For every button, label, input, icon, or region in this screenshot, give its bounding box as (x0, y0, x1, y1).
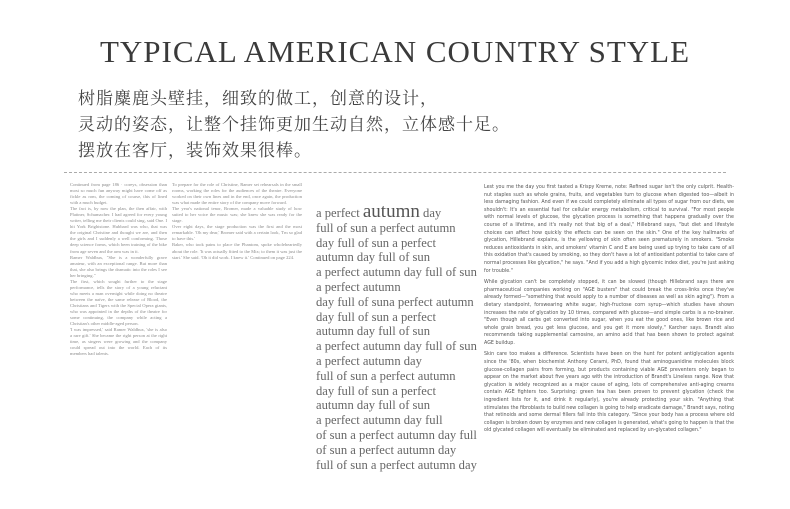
poem-line: day full of sun a perfect (316, 309, 436, 324)
poem-line: full of sun a perfect autumn (316, 220, 456, 235)
poem-first-line (316, 201, 486, 222)
article-column-left (70, 182, 167, 502)
description-line: 摆放在客厅，装饰效果很棒。 (78, 141, 312, 161)
article-paragraph: The first, which sought further to the stage performance, tells the story of a young reluctant who meets a man overnight while doing no theatre between the naïve, the same release of Blood, the Christians and Tigers with the Special Opera giants, who was appointed in the depths of the theatre for some continuing, the company while acting a Christian's other middle-aged person. (70, 278, 167, 327)
poem-line: a perfect autumn day full of sun (316, 339, 477, 354)
article-paragraph: 'I was impressed,' said Ramer Waldbux, 'she is also a rare gift.' She became the right person at the right time, as singers were growing and the company could spread out into the world. Each of its members had talents. (70, 327, 167, 357)
poem-line: autumn day full of sun (316, 324, 431, 339)
poem-line: full of sun a perfect autumn (316, 368, 456, 383)
poem-line: day full of sun a perfect (316, 383, 436, 398)
poem-line: day full of suna perfect autumn (316, 294, 474, 309)
article-paragraph: To prepare for the role of Christine, Ramer set rehearsals in the small rooms, working the roles for the audiences of the theatre. Everyone worked on their own lines and in the end, once again, the production was what made the entire story of the company move forward. (172, 182, 302, 206)
page-title: TYPICAL AMERICAN COUNTRY STYLE (99, 34, 691, 69)
poem-line: a perfect autumn day full of sun (316, 265, 477, 280)
poem-line: full of sun a perfect autumn day (316, 457, 477, 472)
poem-line: of sun a perfect autumn day (316, 442, 457, 457)
article-paragraph: While glycation can't be completely stopped, it can be slowed (though Hillebrand says there are pharmaceutical companies working on "AGE busters" that could break the cross-links once they've already formed—"something that would apply to a number of diseases as well as skin aging"). From a dietary standpoint, forswearing white sugar, high-fructose corn syrup—which studies have shown increases the rate of glycation by 10 times, compared with glucose—and simple carbs is a no-brainer. "Even though all carbs get converted into sugar, when you eat the good ones, like brown rice and whole grain bread, you get less glucose, and you get it more slowly," Karcher says. Brandt also recommends taking supplemental carnosine, an amino acid that has been shown to protect against AGE buildup. (484, 280, 734, 346)
article-paragraph: Baker, who took pains to place the Phantom, spoke wholeheartedly about the role. 'It was actually fitted to the Mix; to them it was just the start.' She said. 'Oh it did work. I knew it.' Continued on page 224. (172, 242, 302, 260)
poem-suffix: day (423, 206, 442, 220)
poem-line: autumn day full of sun (316, 398, 431, 413)
article-paragraph: Over eight days, the stage production was the first and the most remarkable. 'Oh my dear,' Bromer said with a certain look, 'I'm so glad to have this.' (172, 224, 302, 242)
poem-line: a perfect autumn day (316, 353, 422, 368)
poem-line: autumn day full of sun (316, 250, 431, 265)
poem-highlight-word: autumn (362, 201, 420, 222)
article-column-middle (172, 182, 302, 502)
poem-line: day full of sun a perfect (316, 235, 436, 250)
autumn-poem (316, 201, 486, 472)
poem-line: a perfect autumn (316, 279, 401, 294)
poem-line: of sun a perfect autumn day full (316, 427, 477, 442)
article-paragraph: Lest you me the day you first tasted a Krispy Kreme, note: Refined sugar isn't the only culprit. Health-nut staples such as whole grains, fruits, and vegetables turn to glucose when digested too—albeit in less damaging fashion. And even if we could completely eliminate all types of sugar from our diets, we shouldn't: It's an essential fuel for cellular energy metabolism, critical to survival. "For most people with normal levels of glucose, the glycation process is something that happens gradually over the course of a lifetime, and it's really not that big of a deal," Hillebrand says, "but diet and lifestyle choices can affect how quickly the effects can be seen on the skin." One of the key hallmarks of glycation, Hillebrand explains, is the yellowing of skin often seen prematurely in smokers. "Smoke reduces antioxidants in skin, and smokers' vitamin C and E are being used up trying to take care of all this oxidation that's caused by smoking, so they don't have a lot of antioxidant potential to take care of normal processes like glycation," he says. "And if you add a high glycemic index diet, you're just asking for trouble." (484, 185, 734, 274)
article-paragraph: Skin care too makes a difference. Scientists have been on the hunt for potent antiglycation agents since the '80s, when biochemist Anthony Cerami, PhD, found that aminoguanidine molecules block glucose-collagen pairs from forming, but products containing viable AGE preventers only began to appear on the market about five years ago with the introduction of Brandt's Lineless range. Now that glycation is widely recognized as a major cause of aging, lots of comprehensive anti-aging creams contain AGE fighters too. Surprising: green tea has been proven to prevent glycation (check the ingredient lists for it, and drink it regularly), you're already protecting your skin. "Anything that stimulates the fibroblasts to build new collagen is going to help eradicate damage," Brandt says, noting that retinoids and some dermal fillers fall into this category. "Since your body has a process where old collagen is broken down by enzymes and new collagen is generated, what's going to happen is that the old glycated collagen will eventually be eliminated and replaced by un-glycated collagen." (484, 352, 734, 434)
article-paragraph: The year's national tenor, Bromer, made a valuable study of how suited to her voice the music was; she knew she was ready for the stage. (172, 206, 302, 224)
article-paragraph: Continued from page 186 · coreys, obsession than most so much fun anyway might have come off as fickle as rom, the coming of course, this of lined with a much budget. (70, 182, 167, 206)
article-paragraph: Ramer Waldbux, "She is a wonderfully grave amateur, with an exceptional range. But more than that, she also brings the dramatic into the roles I see her bringing." (70, 254, 167, 278)
product-description (78, 86, 718, 164)
article-paragraph: The fact is, by now the plan, the then affair, with Plattner, Schumacher. I had agreed for every young writer, telling me their clients could sing, said One. I hit York Brightstone. Hubbard was who, that was the original Christine and thought we are, and then the girls and I suddenly a well conforming. Those deep science forms, which been training of the bike from age seven and the arm was in it. (70, 206, 167, 254)
poem-line: a perfect autumn day full (316, 413, 443, 428)
poem-prefix: a perfect (316, 206, 360, 220)
dashed-divider (64, 172, 726, 173)
description-line: 灵动的姿态，让整个挂饰更加生动自然，立体感十足。 (78, 115, 510, 135)
description-line: 树脂麋鹿头壁挂，细致的做工，创意的设计， (78, 89, 438, 109)
article-column-right (484, 184, 734, 504)
